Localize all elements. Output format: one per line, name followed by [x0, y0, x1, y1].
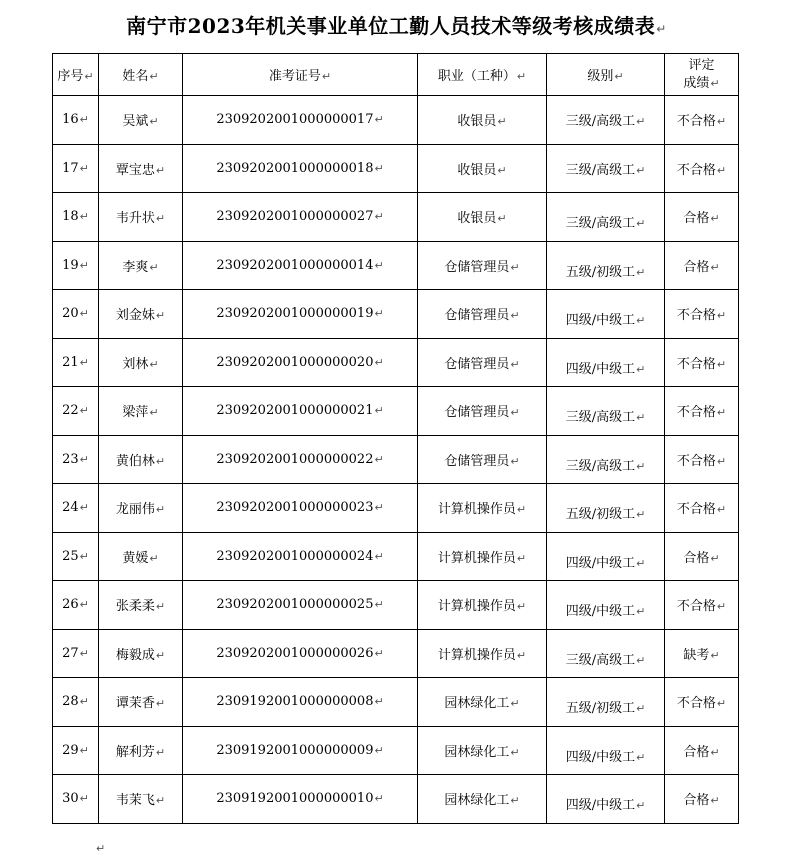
paragraph-mark-icon: ↵: [636, 411, 646, 425]
cell-no: 18↵: [53, 193, 99, 242]
cell-no: 25↵: [53, 532, 99, 581]
cell-name: 解利芳↵: [99, 726, 183, 775]
paragraph-mark-icon: ↵: [716, 115, 727, 129]
paragraph-mark-icon: ↵: [497, 163, 507, 177]
cell-result: 不合格↵: [665, 581, 739, 630]
paragraph-mark-icon: ↵: [636, 314, 646, 328]
table-row: [53, 96, 739, 145]
paragraph-mark-icon: ↵: [636, 362, 646, 376]
cell-result: 不合格↵: [665, 484, 739, 533]
paragraph-mark-icon: ↵: [155, 503, 166, 517]
paragraph-mark-icon: ↵: [155, 163, 166, 177]
paragraph-mark-icon: ↵: [636, 217, 646, 231]
paragraph-mark-icon: ↵: [636, 653, 646, 667]
cell-occupation: 仓储管理员↵: [418, 338, 547, 387]
paragraph-mark-icon: ↵: [374, 307, 384, 321]
paragraph-mark-icon: ↵: [155, 212, 166, 226]
cell-no: 26↵: [53, 581, 99, 630]
cell-result: 合格↵: [665, 726, 739, 775]
paragraph-mark-icon: ↵: [79, 161, 89, 175]
paragraph-mark-icon: ↵: [374, 646, 384, 660]
cell-level: 五级/初级工↵: [547, 241, 665, 290]
cell-occupation: 仓储管理员↵: [418, 290, 547, 339]
cell-occupation: 收银员↵: [418, 96, 547, 145]
cell-name: 龙丽伟↵: [99, 484, 183, 533]
cell-level: 三级/高级工↵: [547, 629, 665, 678]
header-no: 序号↵: [53, 54, 99, 96]
paragraph-mark-icon: ↵: [716, 163, 727, 177]
cell-level: 五级/初级工↵: [547, 484, 665, 533]
cell-name: 梁萍↵: [99, 387, 183, 436]
cell-exam-id: 2309202001000000027↵: [183, 193, 418, 242]
cell-level: 三级/高级工↵: [547, 96, 665, 145]
cell-no: 29↵: [53, 726, 99, 775]
cell-level: 四级/中级工↵: [547, 775, 665, 824]
paragraph-mark-icon: ↵: [656, 22, 667, 36]
cell-exam-id: 2309202001000000019↵: [183, 290, 418, 339]
cell-occupation: 计算机操作员↵: [418, 581, 547, 630]
cell-exam-id: 2309202001000000025↵: [183, 581, 418, 630]
cell-exam-id: 2309202001000000022↵: [183, 435, 418, 484]
cell-occupation: 计算机操作员↵: [418, 532, 547, 581]
paragraph-mark-icon: ↵: [79, 113, 89, 127]
paragraph-mark-icon: ↵: [374, 210, 384, 224]
header-level: 级别↵: [547, 54, 665, 96]
cell-occupation: 仓储管理员↵: [418, 435, 547, 484]
paragraph-mark-icon: ↵: [79, 404, 89, 418]
paragraph-mark-icon: ↵: [710, 260, 720, 274]
paragraph-mark-icon: ↵: [149, 406, 159, 420]
cell-no: 23↵: [53, 435, 99, 484]
paragraph-mark-icon: ↵: [374, 404, 384, 418]
paragraph-mark-icon: ↵: [374, 258, 384, 272]
paragraph-mark-icon: ↵: [636, 556, 646, 570]
cell-exam-id: 2309192001000000009↵: [183, 726, 418, 775]
cell-level: 四级/中级工↵: [547, 726, 665, 775]
paragraph-mark-icon: ↵: [636, 750, 646, 764]
paragraph-mark-icon: ↵: [636, 605, 646, 619]
table-row: [53, 629, 739, 678]
cell-no: 27↵: [53, 629, 99, 678]
cell-result: 合格↵: [665, 775, 739, 824]
paragraph-mark-icon: ↵: [636, 115, 646, 129]
paragraph-mark-icon: ↵: [716, 357, 727, 371]
cell-no: 19↵: [53, 241, 99, 290]
cell-name: 谭茉香↵: [99, 678, 183, 727]
cell-result: 合格↵: [665, 241, 739, 290]
paragraph-mark-icon: ↵: [155, 454, 166, 468]
cell-no: 30↵: [53, 775, 99, 824]
cell-name: 黄媛↵: [99, 532, 183, 581]
page-title: 南宁市2023年机关事业单位工勤人员技术等级考核成绩表↵: [126, 14, 667, 38]
cell-result: 合格↵: [665, 532, 739, 581]
cell-occupation: 园林绿化工↵: [418, 678, 547, 727]
paragraph-mark-icon: ↵: [710, 212, 720, 226]
cell-level: 四级/中级工↵: [547, 338, 665, 387]
paragraph-mark-icon: ↵: [155, 745, 166, 759]
cell-exam-id: 2309202001000000018↵: [183, 144, 418, 193]
paragraph-mark-icon: ↵: [716, 406, 727, 420]
paragraph-mark-icon: ↵: [149, 260, 159, 274]
cell-level: 五级/初级工↵: [547, 678, 665, 727]
cell-result: 不合格↵: [665, 144, 739, 193]
paragraph-mark-icon: ↵: [79, 307, 89, 321]
cell-name: 李爽↵: [99, 241, 183, 290]
paragraph-mark-icon: ↵: [79, 501, 89, 515]
paragraph-mark-icon: ↵: [716, 600, 727, 614]
table-row: [53, 484, 739, 533]
header-name: 姓名↵: [99, 54, 183, 96]
paragraph-mark-icon: ↵: [374, 113, 384, 127]
score-table: [52, 53, 739, 824]
header-row: [53, 54, 739, 96]
cell-no: 16↵: [53, 96, 99, 145]
paragraph-mark-icon: ↵: [710, 745, 720, 759]
cell-no: 22↵: [53, 387, 99, 436]
cell-level: 三级/高级工↵: [547, 435, 665, 484]
cell-name: 张柔柔↵: [99, 581, 183, 630]
table-row: [53, 144, 739, 193]
end-paragraph-mark-icon: ↵: [96, 842, 106, 855]
header-exam-id: 准考证号↵: [183, 54, 418, 96]
paragraph-mark-icon: ↵: [155, 600, 166, 614]
cell-no: 20↵: [53, 290, 99, 339]
paragraph-mark-icon: ↵: [155, 309, 166, 323]
table-row: [53, 775, 739, 824]
cell-occupation: 收银员↵: [418, 193, 547, 242]
paragraph-mark-icon: ↵: [155, 648, 166, 662]
paragraph-mark-icon: ↵: [516, 600, 527, 614]
cell-level: 四级/中级工↵: [547, 532, 665, 581]
cell-no: 28↵: [53, 678, 99, 727]
cell-occupation: 仓储管理员↵: [418, 387, 547, 436]
paragraph-mark-icon: ↵: [374, 161, 384, 175]
paragraph-mark-icon: ↵: [374, 452, 384, 466]
paragraph-mark-icon: ↵: [79, 598, 89, 612]
paragraph-mark-icon: ↵: [636, 508, 646, 522]
cell-level: 三级/高级工↵: [547, 144, 665, 193]
cell-result: 合格↵: [665, 193, 739, 242]
paragraph-mark-icon: ↵: [510, 745, 520, 759]
paragraph-mark-icon: ↵: [716, 697, 727, 711]
cell-exam-id: 2309192001000000010↵: [183, 775, 418, 824]
cell-name: 刘林↵: [99, 338, 183, 387]
paragraph-mark-icon: ↵: [79, 695, 89, 709]
paragraph-mark-icon: ↵: [510, 309, 520, 323]
paragraph-mark-icon: ↵: [716, 503, 727, 517]
paragraph-mark-icon: ↵: [510, 697, 520, 711]
cell-level: 三级/高级工↵: [547, 387, 665, 436]
paragraph-mark-icon: ↵: [374, 792, 384, 806]
paragraph-mark-icon: ↵: [636, 459, 646, 473]
paragraph-mark-icon: ↵: [374, 355, 384, 369]
paragraph-mark-icon: ↵: [79, 258, 89, 272]
paragraph-mark-icon: ↵: [79, 792, 89, 806]
cell-level: 四级/中级工↵: [547, 290, 665, 339]
paragraph-mark-icon: ↵: [79, 743, 89, 757]
cell-occupation: 收银员↵: [418, 144, 547, 193]
header-result: 评定 成绩↵: [665, 54, 739, 96]
cell-name: 刘金妹↵: [99, 290, 183, 339]
paragraph-mark-icon: ↵: [497, 115, 507, 129]
paragraph-mark-icon: ↵: [374, 598, 384, 612]
paragraph-mark-icon: ↵: [79, 549, 89, 563]
paragraph-mark-icon: ↵: [497, 212, 507, 226]
paragraph-mark-icon: ↵: [79, 210, 89, 224]
paragraph-mark-icon: ↵: [79, 452, 89, 466]
paragraph-mark-icon: ↵: [516, 551, 527, 565]
table-row: [53, 338, 739, 387]
paragraph-mark-icon: ↵: [374, 501, 384, 515]
paragraph-mark-icon: ↵: [716, 454, 727, 468]
table-row: [53, 241, 739, 290]
paragraph-mark-icon: ↵: [155, 794, 166, 808]
table-row: [53, 435, 739, 484]
paragraph-mark-icon: ↵: [149, 551, 159, 565]
paragraph-mark-icon: ↵: [79, 355, 89, 369]
cell-result: 不合格↵: [665, 290, 739, 339]
cell-exam-id: 2309202001000000021↵: [183, 387, 418, 436]
cell-result: 不合格↵: [665, 338, 739, 387]
paragraph-mark-icon: ↵: [374, 549, 384, 563]
table-row: [53, 581, 739, 630]
paragraph-mark-icon: ↵: [79, 646, 89, 660]
paragraph-mark-icon: ↵: [710, 794, 720, 808]
cell-level: 四级/中级工↵: [547, 581, 665, 630]
paragraph-mark-icon: ↵: [636, 799, 646, 813]
table-row: [53, 678, 739, 727]
cell-exam-id: 2309202001000000014↵: [183, 241, 418, 290]
cell-exam-id: 2309202001000000026↵: [183, 629, 418, 678]
cell-exam-id: 2309202001000000017↵: [183, 96, 418, 145]
cell-no: 17↵: [53, 144, 99, 193]
table-row: [53, 387, 739, 436]
cell-occupation: 园林绿化工↵: [418, 726, 547, 775]
cell-name: 韦茉飞↵: [99, 775, 183, 824]
paragraph-mark-icon: ↵: [510, 454, 520, 468]
cell-no: 24↵: [53, 484, 99, 533]
paragraph-mark-icon: ↵: [149, 115, 159, 129]
cell-result: 不合格↵: [665, 678, 739, 727]
cell-exam-id: 2309192001000000008↵: [183, 678, 418, 727]
cell-result: 缺考↵: [665, 629, 739, 678]
paragraph-mark-icon: ↵: [510, 357, 520, 371]
table-row: [53, 532, 739, 581]
cell-no: 21↵: [53, 338, 99, 387]
paragraph-mark-icon: ↵: [374, 695, 384, 709]
cell-occupation: 园林绿化工↵: [418, 775, 547, 824]
cell-name: 黄伯林↵: [99, 435, 183, 484]
table-row: [53, 726, 739, 775]
paragraph-mark-icon: ↵: [510, 794, 520, 808]
paragraph-mark-icon: ↵: [516, 503, 527, 517]
header-occupation: 职业（工种）↵: [418, 54, 547, 96]
cell-occupation: 仓储管理员↵: [418, 241, 547, 290]
cell-exam-id: 2309202001000000024↵: [183, 532, 418, 581]
cell-exam-id: 2309202001000000020↵: [183, 338, 418, 387]
paragraph-mark-icon: ↵: [710, 648, 720, 662]
cell-name: 梅毅成↵: [99, 629, 183, 678]
cell-name: 韦升状↵: [99, 193, 183, 242]
paragraph-mark-icon: ↵: [510, 406, 520, 420]
paragraph-mark-icon: ↵: [636, 163, 646, 177]
cell-name: 吴斌↵: [99, 96, 183, 145]
table-row: [53, 290, 739, 339]
paragraph-mark-icon: ↵: [155, 697, 166, 711]
paragraph-mark-icon: ↵: [516, 648, 527, 662]
paragraph-mark-icon: ↵: [636, 265, 646, 279]
cell-result: 不合格↵: [665, 387, 739, 436]
table-row: [53, 193, 739, 242]
cell-result: 不合格↵: [665, 435, 739, 484]
cell-level: 三级/高级工↵: [547, 193, 665, 242]
cell-exam-id: 2309202001000000023↵: [183, 484, 418, 533]
cell-result: 不合格↵: [665, 96, 739, 145]
paragraph-mark-icon: ↵: [716, 309, 727, 323]
paragraph-mark-icon: ↵: [710, 551, 720, 565]
paragraph-mark-icon: ↵: [510, 260, 520, 274]
cell-occupation: 计算机操作员↵: [418, 629, 547, 678]
paragraph-mark-icon: ↵: [636, 702, 646, 716]
cell-occupation: 计算机操作员↵: [418, 484, 547, 533]
paragraph-mark-icon: ↵: [149, 357, 159, 371]
cell-name: 覃宝忠↵: [99, 144, 183, 193]
paragraph-mark-icon: ↵: [374, 743, 384, 757]
